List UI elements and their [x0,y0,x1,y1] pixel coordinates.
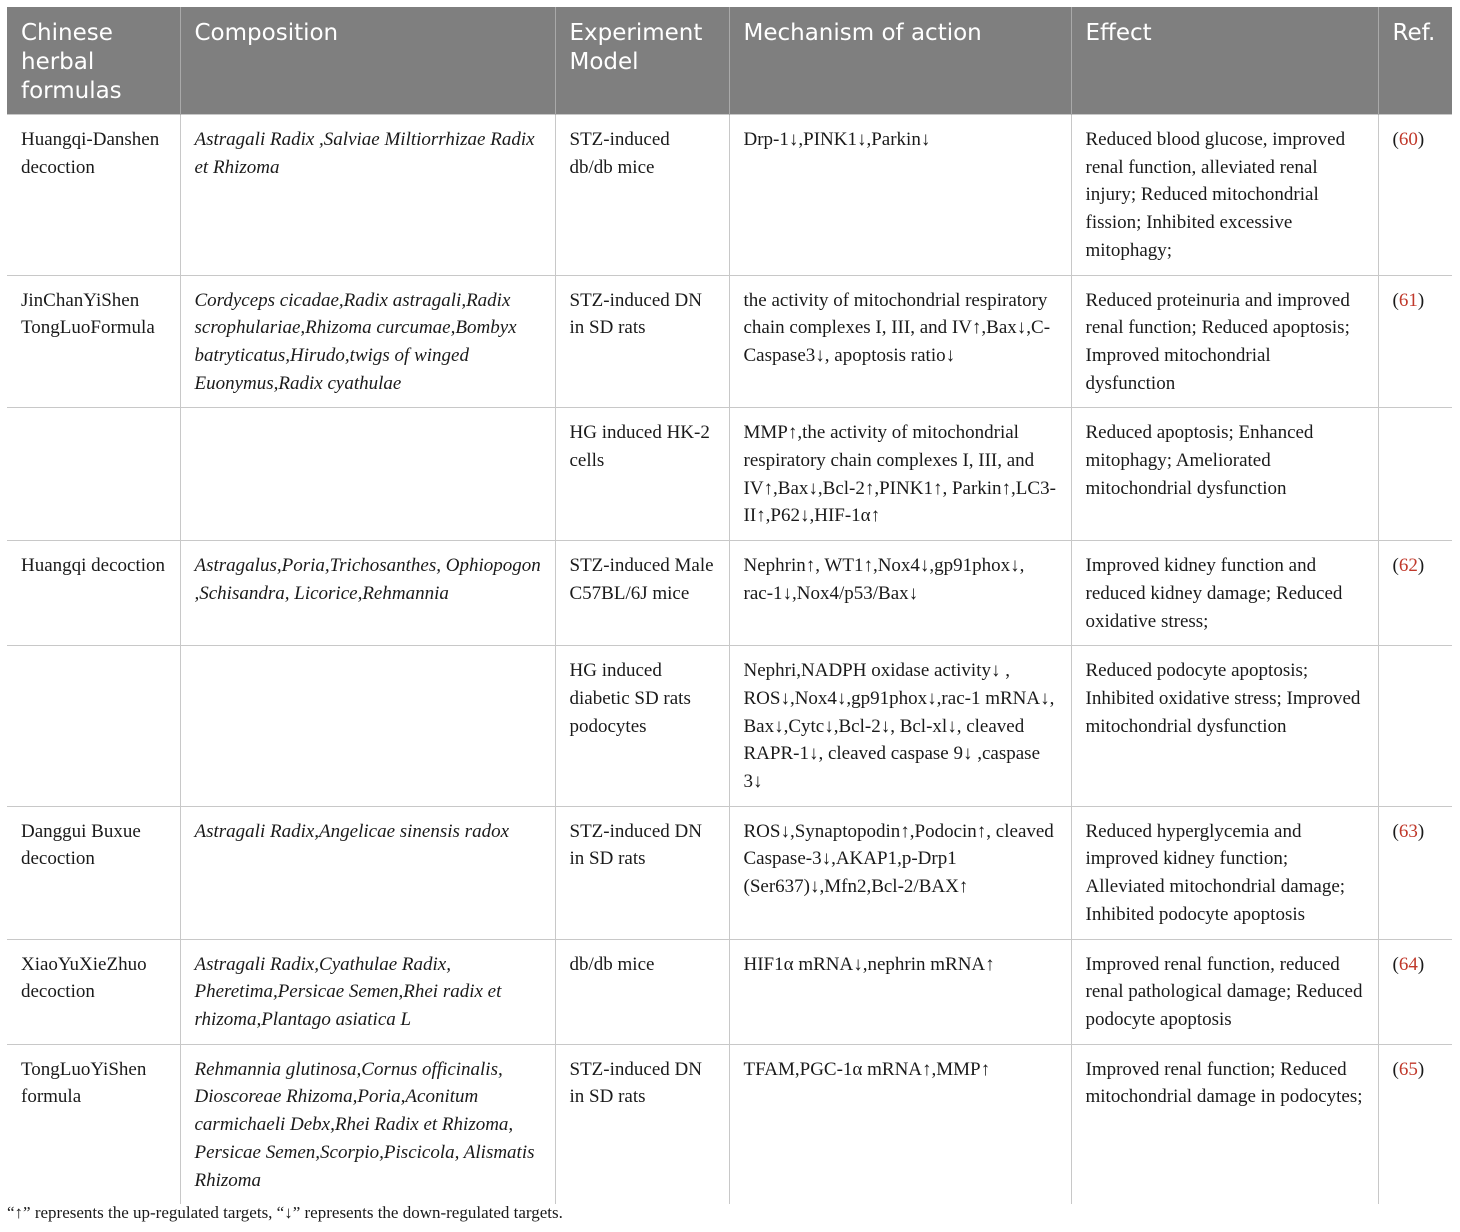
cell-ref: (60) [1378,115,1452,276]
ref-link[interactable]: 65 [1398,1058,1418,1080]
cell-model: db/db mice [555,939,729,1044]
cell-mechanism: Nephri,NADPH oxidase activity↓ , ROS↓,Nox4↓,gp91phox↓,rac-1 mRNA↓, Bax↓,Cytc↓,Bcl-2↓, Bcl-xl↓, cleaved RAPR-1↓, cleaved caspase 9↓ ,caspase 3↓ [729,646,1071,807]
herbal-formula-table-container [7,7,1452,1204]
header-formula: Chinese herbal formulas [7,7,180,115]
cell-ref: (65) [1378,1044,1452,1204]
cell-composition: Astragalus,Poria,Trichosanthes, Ophiopogon ,Schisandra, Licorice,Rehmannia [180,541,555,646]
cell-effect: Reduced podocyte apoptosis; Inhibited oxidative stress; Improved mitochondrial dysfunction [1071,646,1378,807]
cell-composition: Cordyceps cicadae,Radix astragali,Radix scrophulariae,Rhizoma curcumae,Bombyx batryticatus,Hirudo,twigs of winged Euonymus,Radix cyathulae [180,275,555,408]
cell-formula: Huangqi decoction [7,541,180,646]
ref-link[interactable]: 64 [1398,953,1418,975]
cell-formula: XiaoYuXieZhuo decoction [7,939,180,1044]
cell-composition: Astragali Radix,Cyathulae Radix, Pheretima,Persicae Semen,Rhei radix et rhizoma,Plantago asiatica L [180,939,555,1044]
cell-mechanism: HIF1α mRNA↓,nephrin mRNA↑ [729,939,1071,1044]
cell-effect: Reduced apoptosis; Enhanced mitophagy; Ameliorated mitochondrial dysfunction [1071,408,1378,541]
cell-formula: Huangqi-Danshen decoction [7,115,180,276]
cell-mechanism: Nephrin↑, WT1↑,Nox4↓,gp91phox↓, rac-1↓,Nox4/p53/Bax↓ [729,541,1071,646]
header-composition: Composition [180,7,555,115]
cell-mechanism: ROS↓,Synaptopodin↑,Podocin↑, cleaved Caspase-3↓,AKAP1,p-Drp1 (Ser637)↓,Mfn2,Bcl-2/BAX↑ [729,806,1071,939]
cell-model: HG induced diabetic SD rats podocytes [555,646,729,807]
cell-model: STZ-induced DN in SD rats [555,806,729,939]
cell-mechanism: Drp-1↓,PINK1↓,Parkin↓ [729,115,1071,276]
cell-effect: Improved kidney function and reduced kidney damage; Reduced oxidative stress; [1071,541,1378,646]
cell-formula: TongLuoYiShen formula [7,1044,180,1204]
cell-composition: Rehmannia glutinosa,Cornus officinalis, Dioscoreae Rhizoma,Poria,Aconitum carmichaeli Debx,Rhei Radix et Rhizoma, Persicae Semen,Scorpio,Piscicola, Alismatis Rhizoma [180,1044,555,1204]
cell-ref [1378,408,1452,541]
cell-model: STZ-induced DN in SD rats [555,1044,729,1204]
cell-formula [7,646,180,807]
header-mechanism: Mechanism of action [729,7,1071,115]
cell-effect: Reduced hyperglycemia and improved kidney function; Alleviated mitochondrial damage; Inhibited podocyte apoptosis [1071,806,1378,939]
header-model: Experiment Model [555,7,729,115]
table-row [7,541,1452,646]
table-row [7,1044,1452,1204]
header-effect: Effect [1071,7,1378,115]
cell-ref: (64) [1378,939,1452,1044]
cell-model: HG induced HK-2 cells [555,408,729,541]
cell-effect: Reduced blood glucose, improved renal function, alleviated renal injury; Reduced mitochondrial fission; Inhibited excessive mitophagy; [1071,115,1378,276]
cell-effect: Improved renal function, reduced renal pathological damage; Reduced podocyte apoptosis [1071,939,1378,1044]
cell-ref: (61) [1378,275,1452,408]
herbal-formula-table [7,7,1452,1204]
cell-ref: (62) [1378,541,1452,646]
table-footnote: “↑” represents the up-regulated targets, “↓” represents the down-regulated targets. [7,1203,563,1222]
cell-composition: Astragali Radix ,Salviae Miltiorrhizae Radix et Rhizoma [180,115,555,276]
cell-mechanism: TFAM,PGC-1α mRNA↑,MMP↑ [729,1044,1071,1204]
cell-formula: JinChanYiShen TongLuoFormula [7,275,180,408]
cell-effect: Reduced proteinuria and improved renal function; Reduced apoptosis; Improved mitochondrial dysfunction [1071,275,1378,408]
cell-formula: Danggui Buxue decoction [7,806,180,939]
ref-link[interactable]: 61 [1398,289,1418,311]
cell-effect: Improved renal function; Reduced mitochondrial damage in podocytes; [1071,1044,1378,1204]
table-row [7,806,1452,939]
table-row [7,275,1452,408]
table-row [7,408,1452,541]
cell-composition: Astragali Radix,Angelicae sinensis radox [180,806,555,939]
table-row [7,646,1452,807]
cell-model: STZ-induced DN in SD rats [555,275,729,408]
ref-link[interactable]: 63 [1398,820,1418,842]
table-row [7,115,1452,276]
cell-ref [1378,646,1452,807]
cell-ref: (63) [1378,806,1452,939]
header-ref: Ref. [1378,7,1452,115]
cell-composition [180,646,555,807]
cell-mechanism: MMP↑,the activity of mitochondrial respiratory chain complexes I, III, and IV↑,Bax↓,Bcl-2↑,PINK1↑, Parkin↑,LC3-II↑,P62↓,HIF-1α↑ [729,408,1071,541]
ref-link[interactable]: 62 [1398,555,1418,577]
table-row [7,939,1452,1044]
cell-composition [180,408,555,541]
table-header-row [7,7,1452,115]
ref-link[interactable]: 60 [1398,129,1418,150]
cell-mechanism: the activity of mitochondrial respiratory chain complexes I, III, and IV↑,Bax↓,C-Caspase3↓, apoptosis ratio↓ [729,275,1071,408]
cell-model: STZ-induced Male C57BL/6J mice [555,541,729,646]
cell-formula [7,408,180,541]
cell-model: STZ-induced db/db mice [555,115,729,276]
